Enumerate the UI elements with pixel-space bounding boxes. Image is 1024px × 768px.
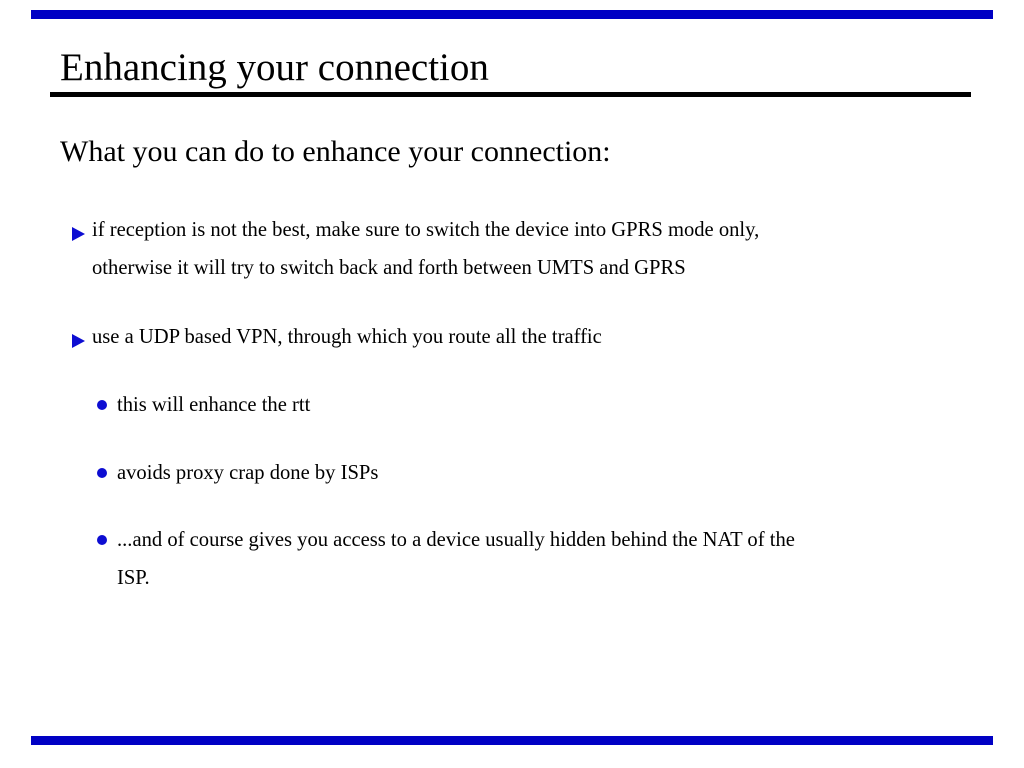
bullet-line: ...and of course gives you access to a device usually hidden behind the NAT of the <box>117 529 795 551</box>
slide-heading: What you can do to enhance your connection: <box>60 135 611 168</box>
title-rule <box>50 92 971 97</box>
bullet-line: if reception is not the best, make sure to switch the device into GPRS mode only, <box>92 219 760 241</box>
bullet-text <box>117 386 310 424</box>
triangle-bullet-icon <box>72 334 85 348</box>
dot-bullet-icon <box>97 400 107 410</box>
triangle-bullet-icon <box>72 227 85 241</box>
bullet-text <box>117 521 795 597</box>
bullet-text <box>117 454 378 492</box>
bullet-line: otherwise it will try to switch back and forth between UMTS and GPRS <box>92 257 686 279</box>
bullet-line: use a UDP based VPN, through which you route all the traffic <box>92 326 602 348</box>
top-border-bar <box>31 10 993 19</box>
bullet-text <box>92 211 759 287</box>
bullet-line: avoids proxy crap done by ISPs <box>117 462 379 484</box>
dot-bullet-icon <box>97 535 107 545</box>
bullet-item <box>72 318 602 356</box>
bottom-border-bar <box>31 736 993 745</box>
sub-bullet-item <box>97 521 795 597</box>
sub-bullet-item <box>97 454 378 492</box>
bullet-text <box>92 318 602 356</box>
bullet-line: this will enhance the rtt <box>117 394 311 416</box>
slide-title: Enhancing your connection <box>60 46 489 89</box>
sub-bullet-item <box>97 386 310 424</box>
bullet-item <box>72 211 759 287</box>
dot-bullet-icon <box>97 468 107 478</box>
bullet-line: ISP. <box>117 567 150 589</box>
